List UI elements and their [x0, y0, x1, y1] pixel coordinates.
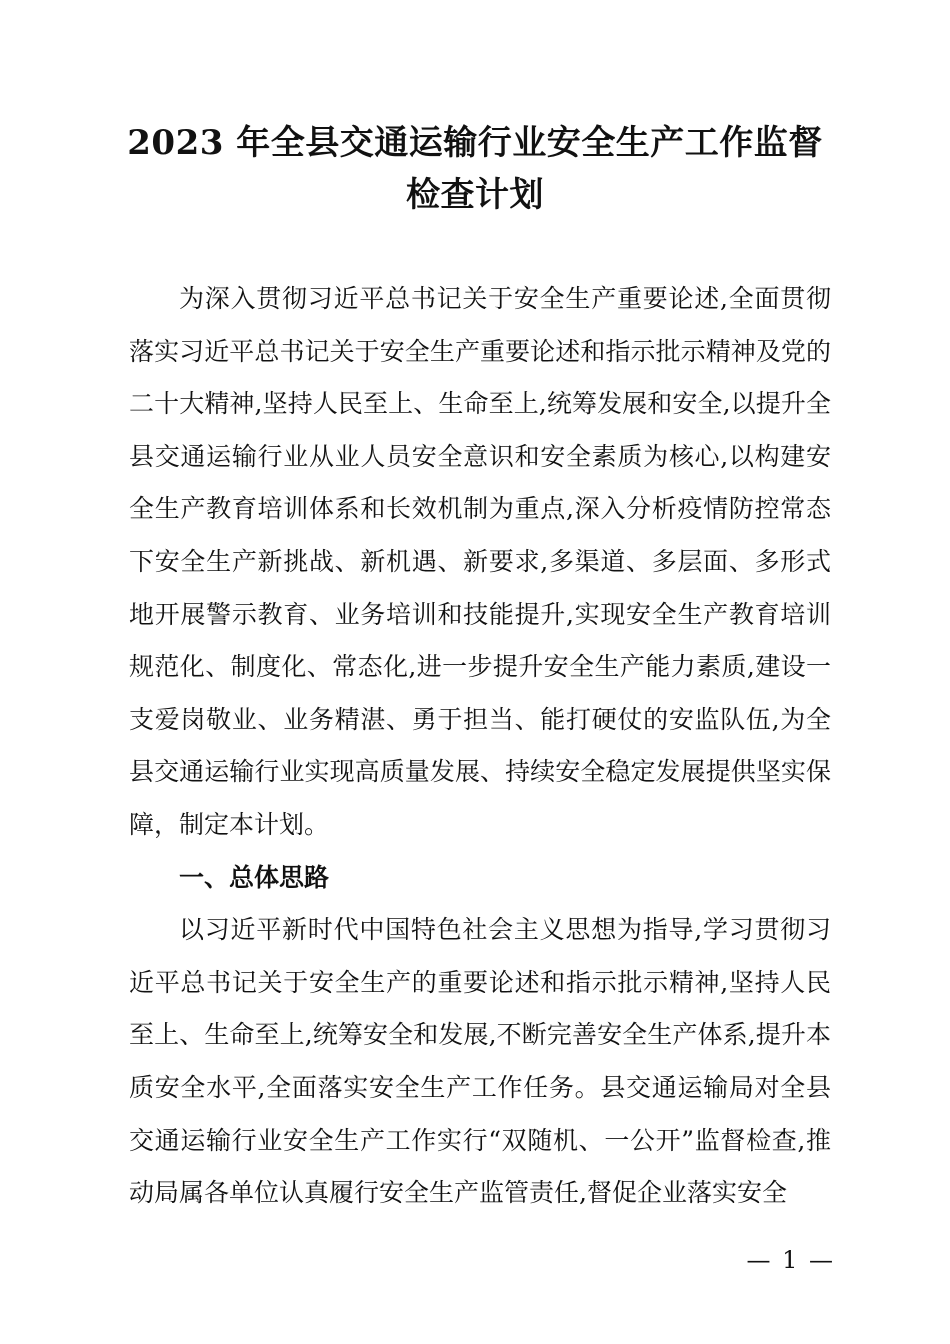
intro-paragraph: 为深入贯彻习近平总书记关于安全生产重要论述,全面贯彻落实习近平总书记关于安全生产重要论述和指示批示精神及党的二十大精神,坚持人民至上、生命至上,统筹发展和安全,以提升全县交通运输行业从业人员安全意识和安全素质为核心,以构建安全生产教育培训体系和长效机制为重点,深入分析疫情防控常态下安全生产新挑战、新机遇、新要求,多渠道、多层面、多形式地开展警示教育、业务培训和技能提升,实现安全生产教育培训规范化、制度化、常态化,进一步提升安全生产能力素质,建设一支爱岗敬业、业务精湛、勇于担当、能打硬仗的安监队伍,为全县交通运输行业实现高质量发展、持续安全稳定发展提供坚实保障，制定本计划。	[129, 284, 831, 839]
page-number: — 1 —	[746, 1246, 835, 1274]
document-body	[129, 273, 831, 1220]
document-title-line-2: 检查计划	[406, 175, 544, 215]
section-heading-overall-approach: 一、总体思路	[179, 862, 330, 892]
document-title-line-1: 2023 年全县交通运输行业安全生产工作监督	[127, 123, 823, 163]
section-paragraph-overall-approach: 以习近平新时代中国特色社会主义思想为指导,学习贯彻习近平总书记关于安全生产的重要论述和指示批示精神,坚持人民至上、生命至上,统筹安全和发展,不断完善安全生产体系,提升本质安全水平,全面落实安全生产工作任务。县交通运输局对全县交通运输行业安全生产工作实行“双随机、一公开”监督检查,推动局属各单位认真履行安全生产监管责任,督促企业落实安全	[129, 915, 831, 1208]
